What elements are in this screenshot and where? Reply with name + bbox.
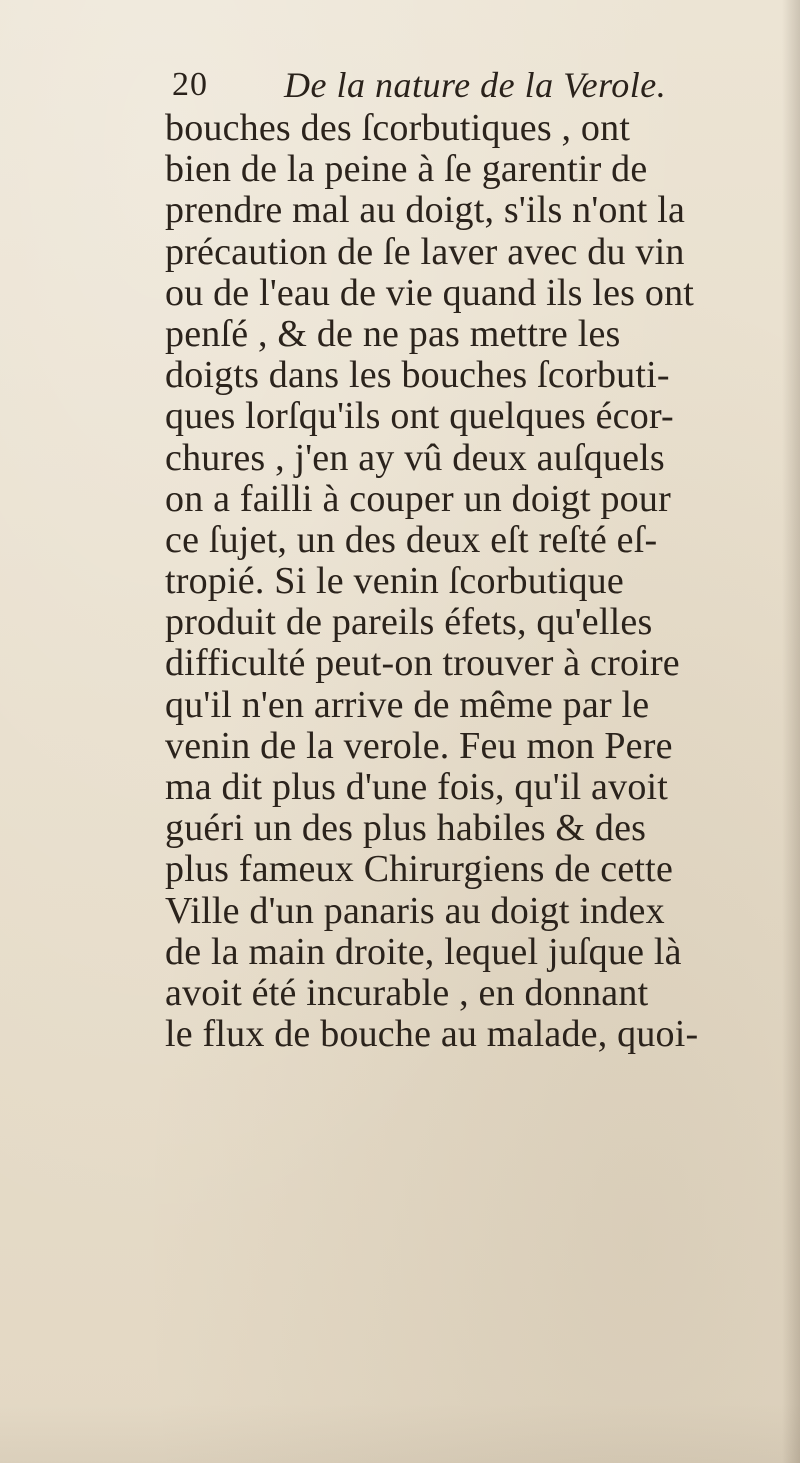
text-line: penſé , & de ne pas mettre les xyxy=(165,312,621,355)
text-line: le flux de bouche au malade, quoi- xyxy=(165,1013,699,1056)
text-line: ce ſujet, un des deux eſt reſté eſ- xyxy=(165,518,658,561)
text-line: chures , j'en ay vû deux auſquels xyxy=(165,436,665,479)
text-line: de la main droite, lequel juſque là xyxy=(165,930,682,973)
page-edge-shadow xyxy=(782,0,800,1463)
text-line: ma dit plus d'une fois, qu'il avoit xyxy=(165,766,669,808)
text-line: bouches des ſcorbutiques , ont xyxy=(165,107,631,149)
text-line: tropié. Si le venin ſcorbutique xyxy=(165,560,624,603)
text-line: précaution de ſe laver avec du vin xyxy=(165,230,685,273)
text-line: guéri un des plus habiles & des xyxy=(165,807,647,850)
page-number: 20 xyxy=(172,66,208,103)
text-line: ou de l'eau de vie quand ils les ont xyxy=(165,271,695,314)
text-line: venin de la verole. Feu mon Pere xyxy=(165,724,673,767)
text-line: ques lorſqu'ils ont quelques écor- xyxy=(165,395,674,438)
running-title: De la nature de la Verole. xyxy=(284,65,667,105)
text-line: prendre mal au doigt, s'ils n'ont la xyxy=(165,189,686,232)
text-line: produit de pareils éfets, qu'elles xyxy=(165,601,653,644)
text-line: qu'il n'en arrive de même par le xyxy=(165,683,650,726)
page-header xyxy=(172,62,772,112)
text-line: on a failli à couper un doigt pour xyxy=(165,477,671,520)
page-bottom-shade xyxy=(0,1403,800,1463)
text-line: difficulté peut-on trouver à croire xyxy=(165,642,680,685)
text-line: Ville d'un panaris au doigt index xyxy=(165,889,665,932)
body-text xyxy=(165,108,785,1055)
text-line: avoit été incurable , en donnant xyxy=(165,971,649,1014)
text-line: plus fameux Chirurgiens de cette xyxy=(165,848,674,891)
text-line: doigts dans les bouches ſcorbuti- xyxy=(165,354,670,397)
text-line: bien de la peine à ſe garentir de xyxy=(165,148,648,191)
